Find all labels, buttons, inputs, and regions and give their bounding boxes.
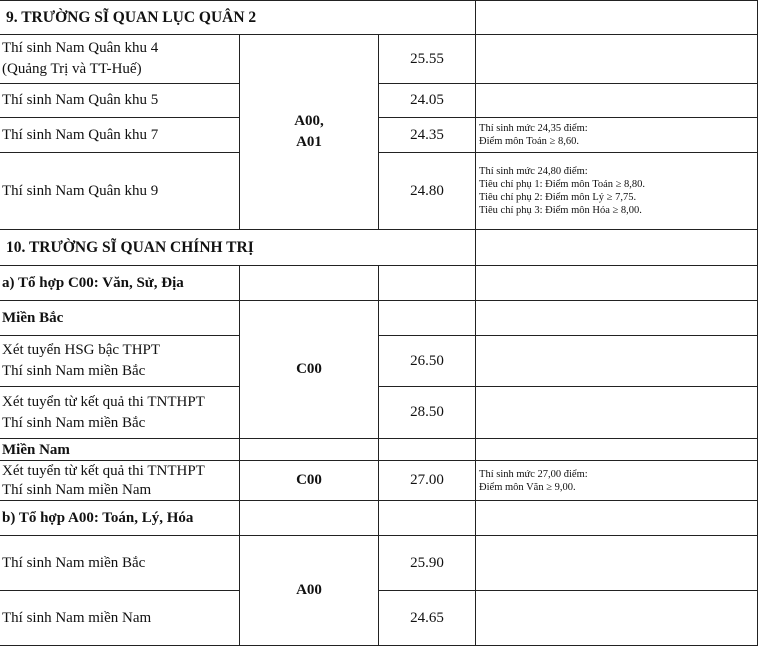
section-title: 9. TRƯỜNG SĨ QUAN LỤC QUÂN 2 (0, 1, 476, 35)
label-line: Xét tuyển từ kết quả thi TNTHPT (2, 462, 205, 479)
note-cell (476, 501, 758, 536)
table-row (0, 84, 758, 118)
group-header-row (0, 501, 758, 536)
score: 28.50 (379, 387, 476, 439)
candidate-label (0, 387, 240, 439)
note-line: Tiêu chí phụ 2: Điểm môn Lý ≥ 7,75. (479, 192, 637, 203)
section-header-row (0, 230, 758, 266)
table-row (0, 153, 758, 230)
candidate-label: Thí sinh Nam Quân khu 9 (0, 153, 240, 230)
note-line: Thí sinh mức 24,80 điểm: (479, 166, 588, 177)
note-line: Tiêu chí phụ 3: Điểm môn Hóa ≥ 8,00. (479, 205, 642, 216)
label-line: Xét tuyển HSG bậc THPT (2, 342, 161, 358)
section-title: 10. TRƯỜNG SĨ QUAN CHÍNH TRỊ (0, 230, 476, 266)
empty-cell (240, 501, 379, 536)
table-row (0, 591, 758, 646)
empty-cell (240, 266, 379, 301)
candidate-label (0, 461, 240, 501)
table-row (0, 536, 758, 591)
note-cell (476, 301, 758, 336)
label-line: Xét tuyển từ kết quả thi TNTHPT (2, 393, 205, 410)
subject-combo: A00 (240, 536, 379, 646)
subject-combo (240, 35, 379, 230)
score: 25.55 (379, 35, 476, 84)
score: 27.00 (379, 461, 476, 501)
note-cell (476, 230, 758, 266)
candidate-label: Thí sinh Nam Quân khu 7 (0, 118, 240, 153)
label-line: (Quảng Trị và TT-Huế) (2, 61, 142, 77)
score: 24.65 (379, 591, 476, 646)
table-row (0, 118, 758, 153)
note-cell (476, 461, 758, 501)
section-header-row (0, 1, 758, 35)
table-row (0, 461, 758, 501)
region-header-row (0, 301, 758, 336)
score: 24.05 (379, 84, 476, 118)
candidate-label (0, 35, 240, 84)
empty-cell (379, 439, 476, 461)
label-line: Thí sinh Nam miền Bắc (2, 363, 146, 379)
note-cell (476, 153, 758, 230)
note-cell (476, 387, 758, 439)
note-cell (476, 266, 758, 301)
subject-combo: C00 (240, 301, 379, 439)
region-header-row (0, 439, 758, 461)
note-cell (476, 536, 758, 591)
candidate-label: Thí sinh Nam miền Nam (0, 591, 240, 646)
table-row (0, 35, 758, 84)
note-cell (476, 439, 758, 461)
combo-line: A00, (294, 113, 324, 129)
group-title: b) Tổ hợp A00: Toán, Lý, Hóa (0, 501, 240, 536)
note-cell (476, 84, 758, 118)
empty-cell (379, 266, 476, 301)
score: 26.50 (379, 336, 476, 387)
note-cell (476, 336, 758, 387)
group-title: a) Tổ hợp C00: Văn, Sử, Địa (0, 266, 240, 301)
score: 25.90 (379, 536, 476, 591)
note-cell (476, 118, 758, 153)
candidate-label (0, 336, 240, 387)
note-cell (476, 35, 758, 84)
note-line: Điểm môn Toán ≥ 8,60. (479, 136, 579, 147)
label-line: Thí sinh Nam miền Bắc (2, 414, 146, 431)
label-line: Thí sinh Nam Quân khu 4 (2, 40, 159, 56)
note-line: Thí sinh mức 27,00 điểm: (479, 468, 588, 480)
candidate-label: Thí sinh Nam Quân khu 5 (0, 84, 240, 118)
empty-cell (379, 501, 476, 536)
subject-combo: C00 (240, 461, 379, 501)
empty-cell (240, 439, 379, 461)
label-line: Thí sinh Nam miền Nam (2, 481, 152, 498)
table-row (0, 387, 758, 439)
note-line: Tiêu chí phụ 1: Điểm môn Toán ≥ 8,80. (479, 179, 646, 190)
region-heading: Miền Nam (0, 439, 240, 461)
score: 24.80 (379, 153, 476, 230)
note-line: Điểm môn Văn ≥ 9,00. (479, 481, 576, 493)
note-line: Thí sinh mức 24,35 điểm: (479, 123, 588, 134)
region-heading: Miền Bắc (0, 301, 240, 336)
combo-line: A01 (296, 134, 322, 150)
note-cell (476, 591, 758, 646)
candidate-label: Thí sinh Nam miền Bắc (0, 536, 240, 591)
note-cell (476, 1, 758, 35)
group-header-row (0, 266, 758, 301)
empty-cell (379, 301, 476, 336)
table-row (0, 336, 758, 387)
score: 24.35 (379, 118, 476, 153)
